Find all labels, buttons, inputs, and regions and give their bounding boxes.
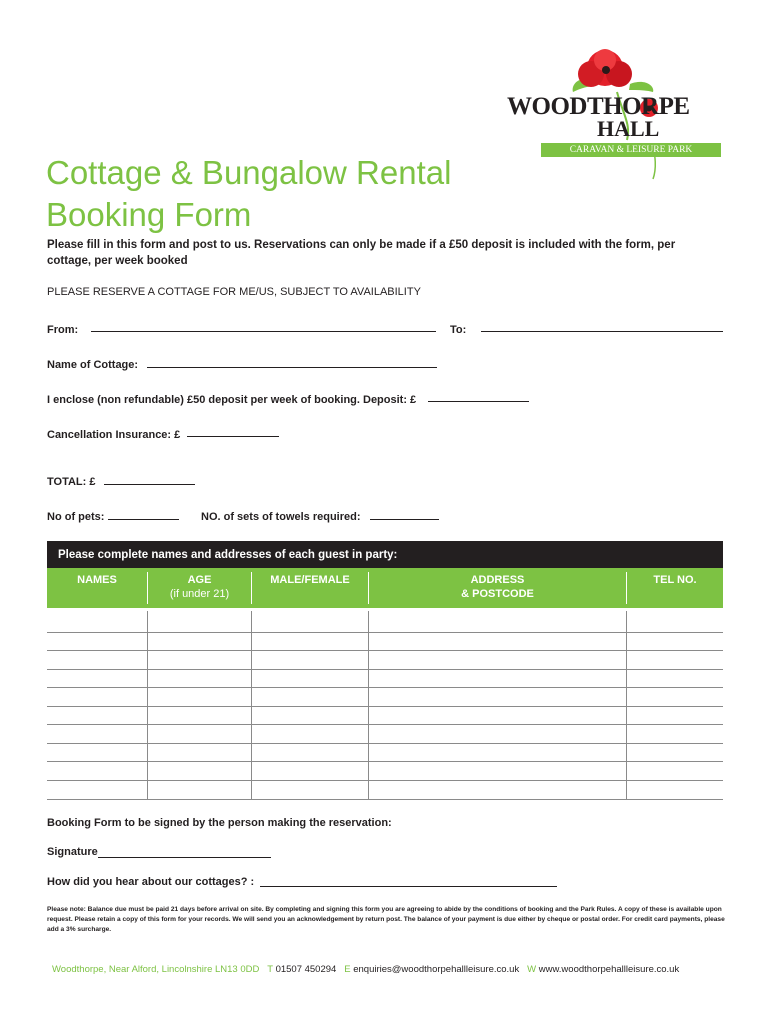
- col-gender-label: MALE/FEMALE: [270, 574, 350, 586]
- heard-field[interactable]: [260, 886, 557, 887]
- title-line-2: Booking Form: [46, 196, 252, 233]
- signing-note: Booking Form to be signed by the person making the reservation:: [47, 817, 392, 829]
- cottage-name-field[interactable]: [147, 367, 437, 368]
- guest-table-heading-text: Please complete names and addresses of each guest in party:: [58, 549, 398, 561]
- column-rule: [147, 611, 148, 800]
- column-rule: [368, 611, 369, 800]
- cottage-name-label: Name of Cottage:: [47, 359, 139, 371]
- col-age-note: (if under 21): [169, 588, 230, 600]
- table-row[interactable]: [47, 799, 723, 800]
- table-row[interactable]: [47, 724, 723, 725]
- col-address-note: & POSTCODE: [461, 588, 534, 600]
- table-row[interactable]: [47, 706, 723, 707]
- to-label: To:: [450, 324, 467, 336]
- heard-label: How did you hear about our cottages? :: [47, 876, 255, 888]
- table-row[interactable]: [47, 650, 723, 651]
- column-rule: [251, 611, 252, 800]
- col-address-label: ADDRESS: [470, 574, 525, 586]
- col-names-label: NAMES: [77, 574, 117, 586]
- signature-field[interactable]: [98, 857, 271, 858]
- from-field[interactable]: [91, 331, 436, 332]
- col-age: [148, 573, 251, 601]
- guest-table-heading: [47, 541, 723, 568]
- page-title: [46, 152, 451, 236]
- to-field[interactable]: [481, 331, 723, 332]
- total-label: TOTAL: £: [47, 476, 96, 488]
- table-row[interactable]: [47, 687, 723, 688]
- footer-web[interactable]: www.woodthorpehallleisure.co.uk: [538, 964, 680, 975]
- towels-label: NO. of sets of towels required:: [201, 511, 361, 523]
- signature-label: Signature: [47, 846, 98, 858]
- footer-t-prefix: T: [267, 964, 273, 975]
- logo-tagline-bar: [541, 143, 721, 157]
- table-row[interactable]: [47, 743, 723, 744]
- footer-w-prefix: W: [527, 964, 537, 975]
- footer-email[interactable]: enquiries@woodthorpehallleisure.co.uk: [353, 964, 520, 975]
- footer-e-prefix: E: [344, 964, 351, 975]
- reserve-heading: PLEASE RESERVE A COTTAGE FOR ME/US, SUBJECT TO AVAILABILITY: [47, 286, 421, 298]
- footer-phone: 01507 450294: [275, 964, 337, 975]
- logo-line1: WOODTHORPE: [507, 93, 690, 120]
- insurance-label: Cancellation Insurance: £: [47, 429, 181, 441]
- towels-field[interactable]: [370, 519, 439, 520]
- logo-hall: [597, 117, 659, 141]
- col-address: [369, 573, 626, 601]
- col-tel: [627, 573, 723, 587]
- from-label: From:: [47, 324, 79, 336]
- guest-table-columns: [47, 568, 723, 608]
- pets-field[interactable]: [108, 519, 179, 520]
- logo: [505, 44, 725, 184]
- deposit-field[interactable]: [428, 401, 529, 402]
- intro-text: Please fill in this form and post to us. Reservations can only be made if a £50 deposit is included with the form, per cottage, per week booked: [47, 239, 676, 267]
- total-field[interactable]: [104, 484, 195, 485]
- insurance-field[interactable]: [187, 436, 279, 437]
- col-age-label: AGE: [187, 574, 212, 586]
- col-names: [47, 573, 147, 587]
- logo-tagline: CARAVAN & LEISURE PARK: [569, 145, 693, 155]
- table-row[interactable]: [47, 761, 723, 762]
- column-rule: [626, 611, 627, 800]
- footer-address: Woodthorpe, Near Alford, Lincolnshire LN13 0DD: [52, 964, 260, 975]
- title-line-1: Cottage & Bungalow Rental: [46, 154, 452, 191]
- col-tel-label: TEL NO.: [653, 574, 697, 586]
- col-gender: [252, 573, 368, 587]
- table-row[interactable]: [47, 780, 723, 781]
- logo-line2: HALL: [597, 116, 660, 141]
- pets-label: No of pets:: [47, 511, 105, 523]
- table-row[interactable]: [47, 632, 723, 633]
- deposit-label: I enclose (non refundable) £50 deposit per week of booking. Deposit: £: [47, 394, 417, 406]
- footer: [52, 964, 679, 975]
- table-row[interactable]: [47, 669, 723, 670]
- small-print: Please note: Balance due must be paid 21 days before arrival on site. By completing and signing this form you are agreeing to abide by the conditions of booking and the Park Rules. A copy of these is available upon request. Please retain a copy of this form for your records. We will send you an acknowledgement by return post. The balance of your payment is due either by cheque or postal order. For credit card payments, please add a 3% surcharge.: [47, 906, 725, 933]
